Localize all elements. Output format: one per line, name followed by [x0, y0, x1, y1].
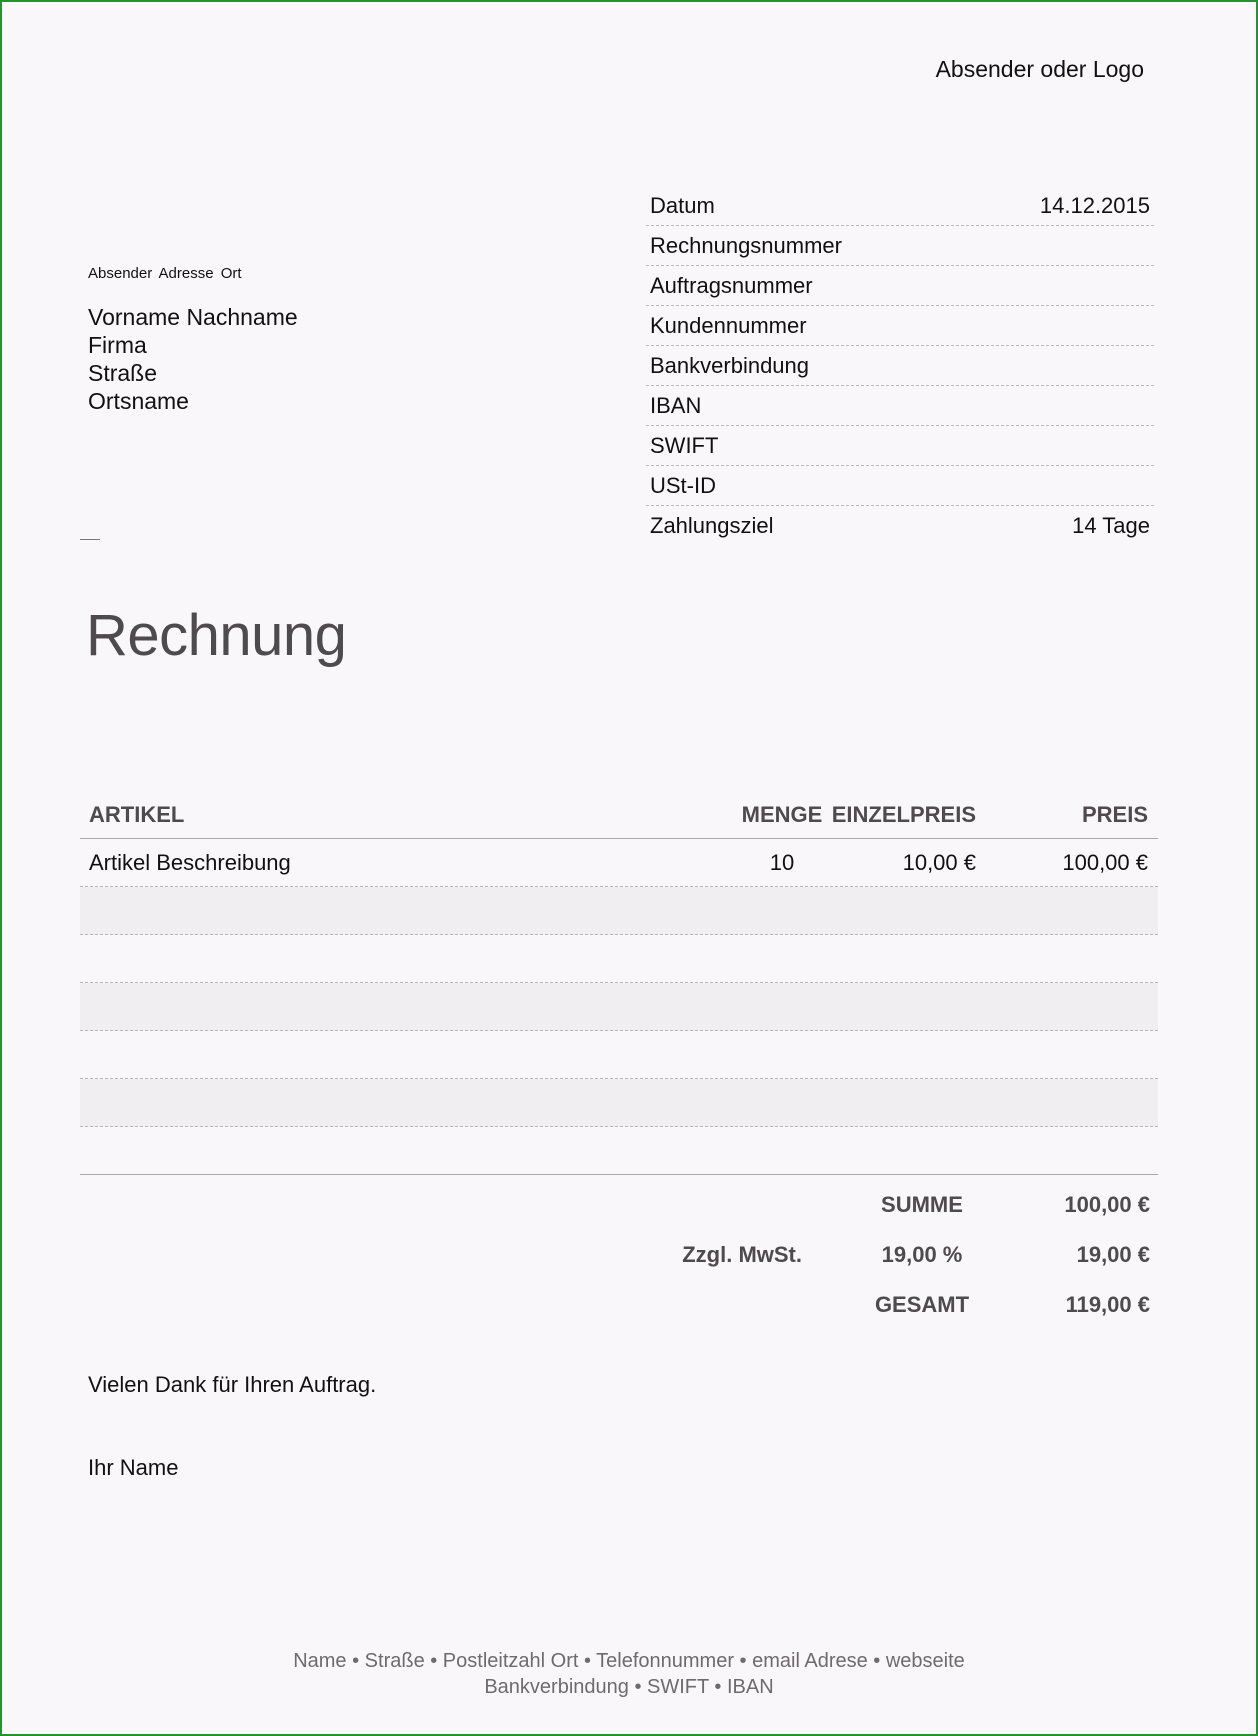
gesamt-value: 119,00 €	[1065, 1292, 1150, 1317]
recipient-name: Vorname Nachname	[88, 304, 298, 330]
meta-row-iban	[646, 386, 1154, 426]
mwst-value: 19,00 €	[1076, 1242, 1150, 1267]
table-row	[80, 1127, 1158, 1175]
table-row	[80, 1031, 1158, 1079]
meta-label: SWIFT	[650, 432, 719, 458]
meta-row-datum	[646, 186, 1154, 226]
sender-return-address: Absender Adresse Ort	[88, 265, 242, 282]
mwst-row	[602, 1230, 1150, 1280]
sender-logo-placeholder: Absender oder Logo	[935, 56, 1144, 82]
page-footer	[2, 1648, 1256, 1700]
invoice-meta-table	[646, 186, 1154, 546]
header-einzelpreis: EINZELPREIS	[831, 802, 976, 827]
header-preis: PREIS	[1081, 802, 1148, 827]
cell-preis: 100,00 €	[1062, 849, 1148, 875]
summe-label: SUMME	[881, 1192, 963, 1217]
cell-artikel: Artikel Beschreibung	[89, 849, 291, 875]
meta-row-swift	[646, 426, 1154, 466]
line-items-table	[80, 792, 1158, 1175]
gesamt-row	[602, 1280, 1150, 1330]
meta-row-zahlungsziel	[646, 506, 1154, 546]
meta-label: Rechnungsnummer	[650, 232, 842, 258]
thank-you-text: Vielen Dank für Ihren Auftrag.	[88, 1372, 377, 1397]
recipient-company: Firma	[88, 332, 147, 358]
cell-menge: 10	[769, 849, 795, 875]
meta-row-ust-id	[646, 466, 1154, 506]
mwst-label: Zzgl. MwSt.	[682, 1242, 802, 1267]
meta-label: Zahlungsziel	[650, 513, 774, 538]
recipient-address	[88, 303, 298, 415]
table-row	[80, 935, 1158, 983]
header-menge: MENGE	[741, 802, 823, 827]
table-row	[80, 983, 1158, 1031]
footer-bank-line: Bankverbindung • SWIFT • IBAN	[484, 1676, 774, 1698]
meta-row-bankverbindung	[646, 346, 1154, 386]
meta-label: USt-ID	[650, 472, 716, 498]
recipient-city: Ortsname	[88, 388, 189, 414]
meta-label: Kundennummer	[650, 312, 807, 338]
summe-value: 100,00 €	[1064, 1192, 1150, 1217]
table-header	[80, 792, 1158, 839]
meta-value: 14.12.2015	[1039, 192, 1150, 218]
meta-label: Datum	[650, 192, 715, 218]
footer-contact-line: Name • Straße • Postleitzahl Ort • Telefonnummer • email Adrese • webseite	[293, 1650, 965, 1672]
meta-row-rechnungsnummer	[646, 226, 1154, 266]
meta-row-auftragsnummer	[646, 266, 1154, 306]
recipient-street: Straße	[88, 360, 158, 386]
meta-label: Auftragsnummer	[650, 272, 813, 298]
meta-row-kundennummer	[646, 306, 1154, 346]
table-row	[80, 887, 1158, 935]
totals-block	[602, 1180, 1150, 1330]
meta-label: Bankverbindung	[650, 352, 810, 378]
table-row	[80, 839, 1158, 887]
meta-label: IBAN	[650, 392, 702, 418]
signature-name: Ihr Name	[88, 1455, 179, 1480]
cell-einzelpreis: 10,00 €	[902, 849, 976, 875]
summe-row	[602, 1180, 1150, 1230]
meta-value: 14 Tage	[1072, 513, 1150, 538]
fold-mark	[80, 539, 100, 540]
table-row	[80, 1079, 1158, 1127]
gesamt-label: GESAMT	[874, 1292, 970, 1317]
document-title: Rechnung	[86, 603, 347, 668]
mwst-rate: 19,00 %	[881, 1242, 963, 1267]
header-artikel: ARTIKEL	[89, 802, 185, 827]
